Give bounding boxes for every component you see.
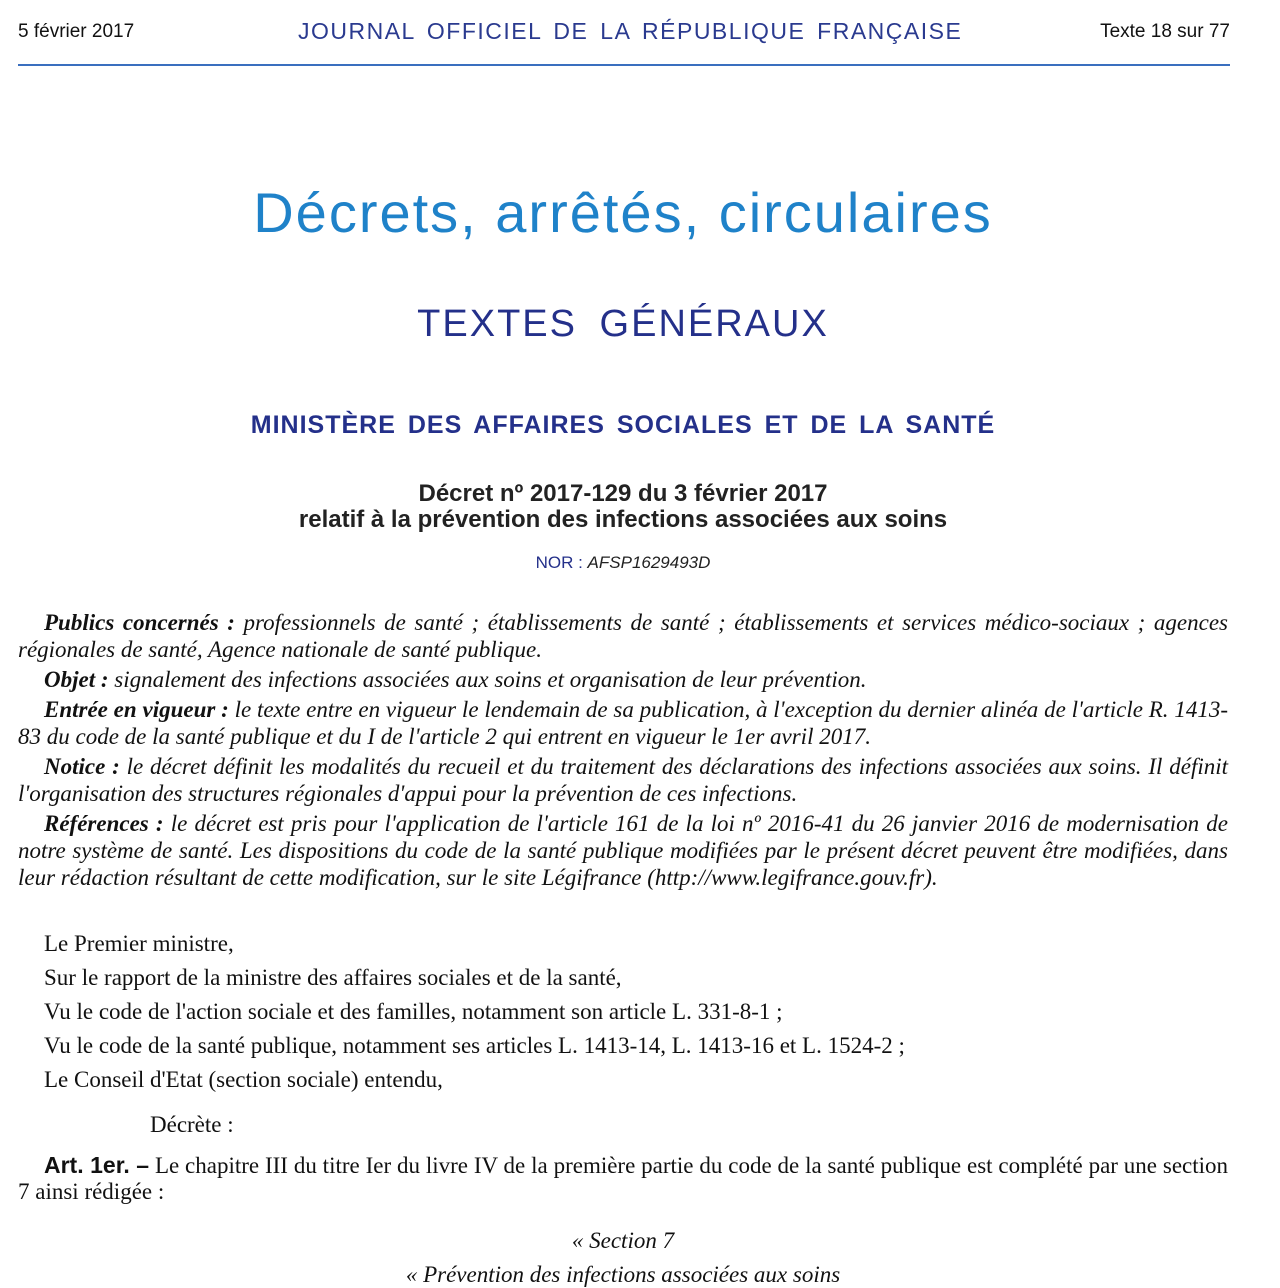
preamble-line: Le Premier ministre, xyxy=(44,931,234,956)
summary-notice xyxy=(18,753,1228,807)
preamble-line: Le Conseil d'Etat (section sociale) entendu, xyxy=(44,1067,443,1092)
section-title: Décrets, arrêtés, circulaires xyxy=(253,181,993,244)
summary-entree xyxy=(18,696,1228,750)
summary-objet xyxy=(18,666,1228,693)
publics-text: professionnels de santé ; établissements de santé ; établissements et services médico-sociaux ; agences régionales de santé, Agence nationale de santé publique. xyxy=(18,610,1228,662)
header-divider xyxy=(18,64,1230,66)
preamble-line: Vu le code de l'action sociale et des familles, notamment son article L. 331-8-1 ; xyxy=(44,999,783,1024)
entree-label: Entrée en vigueur : xyxy=(44,697,229,722)
article-1-label: Art. 1er. – xyxy=(44,1152,150,1178)
text-number: Texte 18 sur 77 xyxy=(1100,21,1230,42)
publication-date: 5 février 2017 xyxy=(18,21,135,42)
decrete-line: Décrète : xyxy=(150,1112,234,1137)
decree-title-line-2: relatif à la prévention des infections associées aux soins xyxy=(298,506,948,533)
nor-reference xyxy=(0,553,1246,573)
references-text: le décret est pris pour l'application de l'article 161 de la loi nº 2016-41 du 26 janvier 2016 de modernisation de notre système de santé. Les dispositions du code de la santé publique modifiées par le présent décret peuvent être modifiées, dans leur rédaction résultant de cette modification, sur le site Légifrance (http://www.legifrance.gouv.fr). xyxy=(18,811,1228,890)
page-header xyxy=(18,18,1230,48)
objet-text: signalement des infections associées aux soins et organisation de leur prévention. xyxy=(114,667,867,692)
decree-summary xyxy=(18,609,1228,894)
notice-label: Notice : xyxy=(44,754,120,779)
entree-text: le texte entre en vigueur le lendemain de sa publication, à l'exception du dernier alinéa de l'article R. 1413-83 du code de la santé publique et du I de l'article 2 qui entrent en vigueur le 1er avril 2017. xyxy=(18,697,1229,749)
section-7-subheading: « Prévention des infections associées aux soins xyxy=(405,1262,841,1287)
nor-label: NOR : xyxy=(535,553,583,572)
objet-label: Objet : xyxy=(44,667,109,692)
preamble xyxy=(18,930,1228,1100)
summary-references xyxy=(18,810,1228,891)
decree-title xyxy=(0,481,1246,533)
ministry-title: MINISTÈRE DES AFFAIRES SOCIALES ET DE LA SANTÉ xyxy=(250,411,996,439)
summary-publics xyxy=(18,609,1228,663)
nor-value: AFSP1629493D xyxy=(587,553,711,572)
article-1-text: Le chapitre III du titre Ier du livre IV de la première partie du code de la santé publique est complété par une section 7 ainsi rédigée : xyxy=(18,1153,1229,1204)
preamble-line: Vu le code de la santé publique, notamment ses articles L. 1413-14, L. 1413-16 et L. 1524-2 ; xyxy=(44,1033,905,1058)
subsection-title: TEXTES GÉNÉRAUX xyxy=(417,303,829,345)
publics-label: Publics concernés : xyxy=(44,610,235,635)
notice-text: le décret définit les modalités du recueil et du traitement des déclarations des infections associées aux soins. Il définit l'organisation des structures régionales d'appui pour la prévention de ces infections. xyxy=(18,754,1228,806)
article-1 xyxy=(18,1152,1228,1205)
references-label: Références : xyxy=(44,811,164,836)
journal-title: JOURNAL OFFICIEL DE LA RÉPUBLIQUE FRANÇAISE xyxy=(298,18,963,44)
preamble-line: Sur le rapport de la ministre des affaires sociales et de la santé, xyxy=(44,965,622,990)
decree-title-line-1: Décret nº 2017-129 du 3 février 2017 xyxy=(418,480,828,507)
section-7-heading: « Section 7 xyxy=(571,1228,675,1253)
